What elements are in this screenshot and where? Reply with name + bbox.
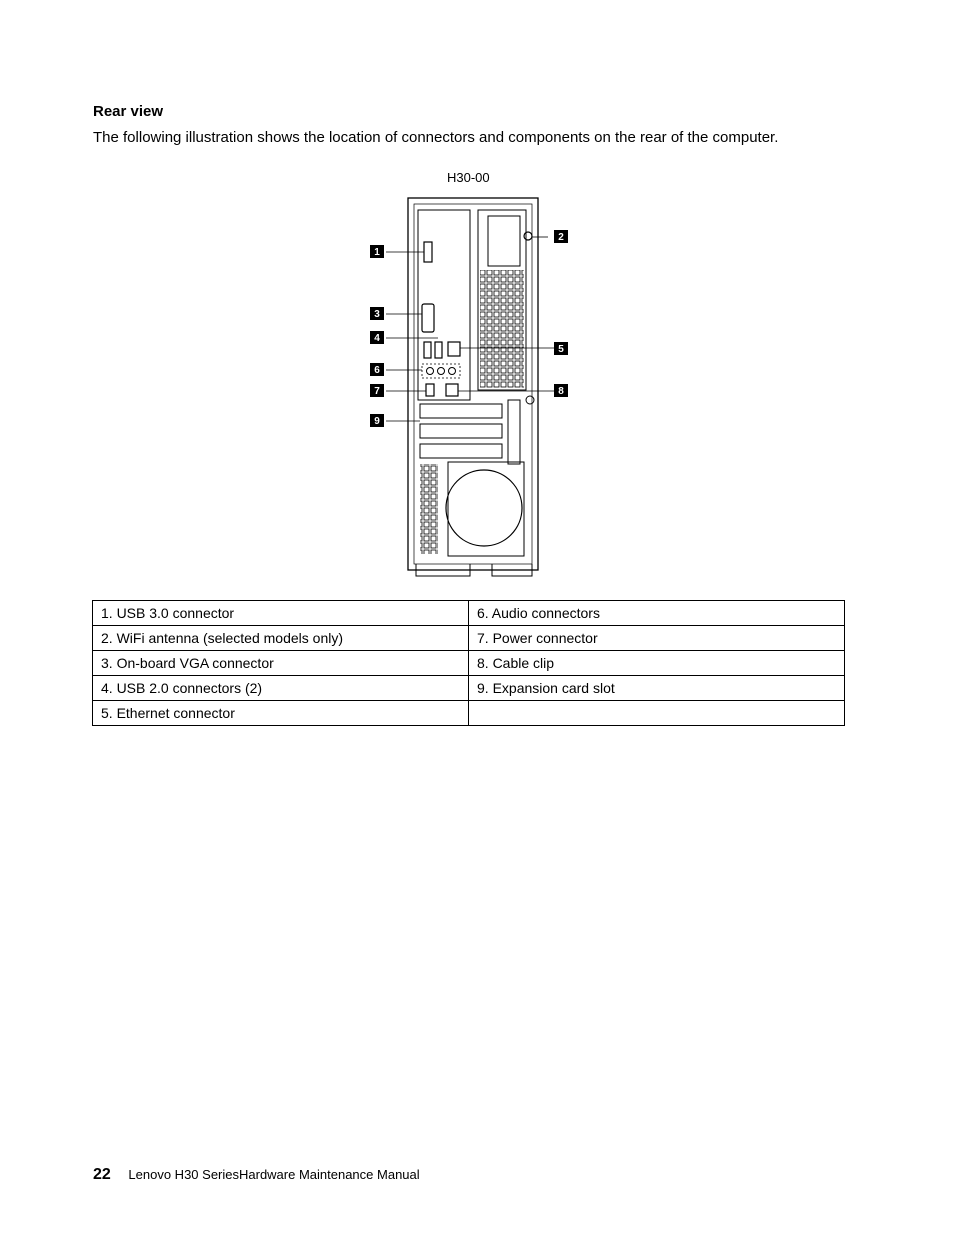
page-number: 22 [93, 1166, 111, 1183]
table-row [93, 676, 845, 701]
table-cell [469, 701, 845, 726]
rear-view-illustration [360, 192, 590, 582]
table-cell: 6. Audio connectors [469, 601, 845, 626]
expansion-card-slot [420, 404, 502, 418]
table-cell: 8. Cable clip [469, 651, 845, 676]
usb2-port-icon [435, 342, 442, 358]
cable-clip-icon [446, 384, 458, 396]
callout-label: 1 [374, 247, 380, 258]
psu-vent-grid [480, 270, 524, 388]
ethernet-port-icon [448, 342, 460, 356]
table-cell: 5. Ethernet connector [93, 701, 469, 726]
callout-label: 8 [558, 386, 564, 397]
audio-jack-icon [438, 368, 445, 375]
callout-label: 6 [374, 365, 380, 376]
table-row [93, 701, 845, 726]
wifi-antenna-icon [524, 232, 532, 240]
lower-vent-grid [420, 464, 438, 554]
table-cell: 2. WiFi antenna (selected models only) [93, 626, 469, 651]
intro-paragraph: The following illustration shows the location of connectors and components on the rear of the computer. [93, 129, 779, 146]
usb2-port-icon [424, 342, 431, 358]
legend-table [92, 600, 845, 726]
usb3-port-icon [424, 242, 432, 262]
table-row [93, 626, 845, 651]
audio-jack-icon [427, 368, 434, 375]
vga-port-icon [422, 304, 434, 332]
page-footer [93, 1166, 420, 1184]
figure-model-label: H30-00 [447, 170, 490, 185]
table-cell: 1. USB 3.0 connector [93, 601, 469, 626]
callout-label: 5 [558, 344, 564, 355]
table-cell: 9. Expansion card slot [469, 676, 845, 701]
table-row [93, 601, 845, 626]
callout-label: 7 [374, 386, 380, 397]
table-cell: 3. On-board VGA connector [93, 651, 469, 676]
table-row [93, 651, 845, 676]
power-connector-icon [426, 384, 434, 396]
section-heading: Rear view [93, 103, 164, 120]
audio-jack-icon [449, 368, 456, 375]
manual-title: Lenovo H30 SeriesHardware Maintenance Manual [128, 1167, 420, 1182]
callout-label: 9 [374, 416, 380, 427]
table-cell: 4. USB 2.0 connectors (2) [93, 676, 469, 701]
fan-icon [446, 470, 522, 546]
callout-label: 4 [374, 333, 380, 344]
callout-label: 2 [558, 232, 564, 243]
callout-label: 3 [374, 309, 380, 320]
table-cell: 7. Power connector [469, 626, 845, 651]
